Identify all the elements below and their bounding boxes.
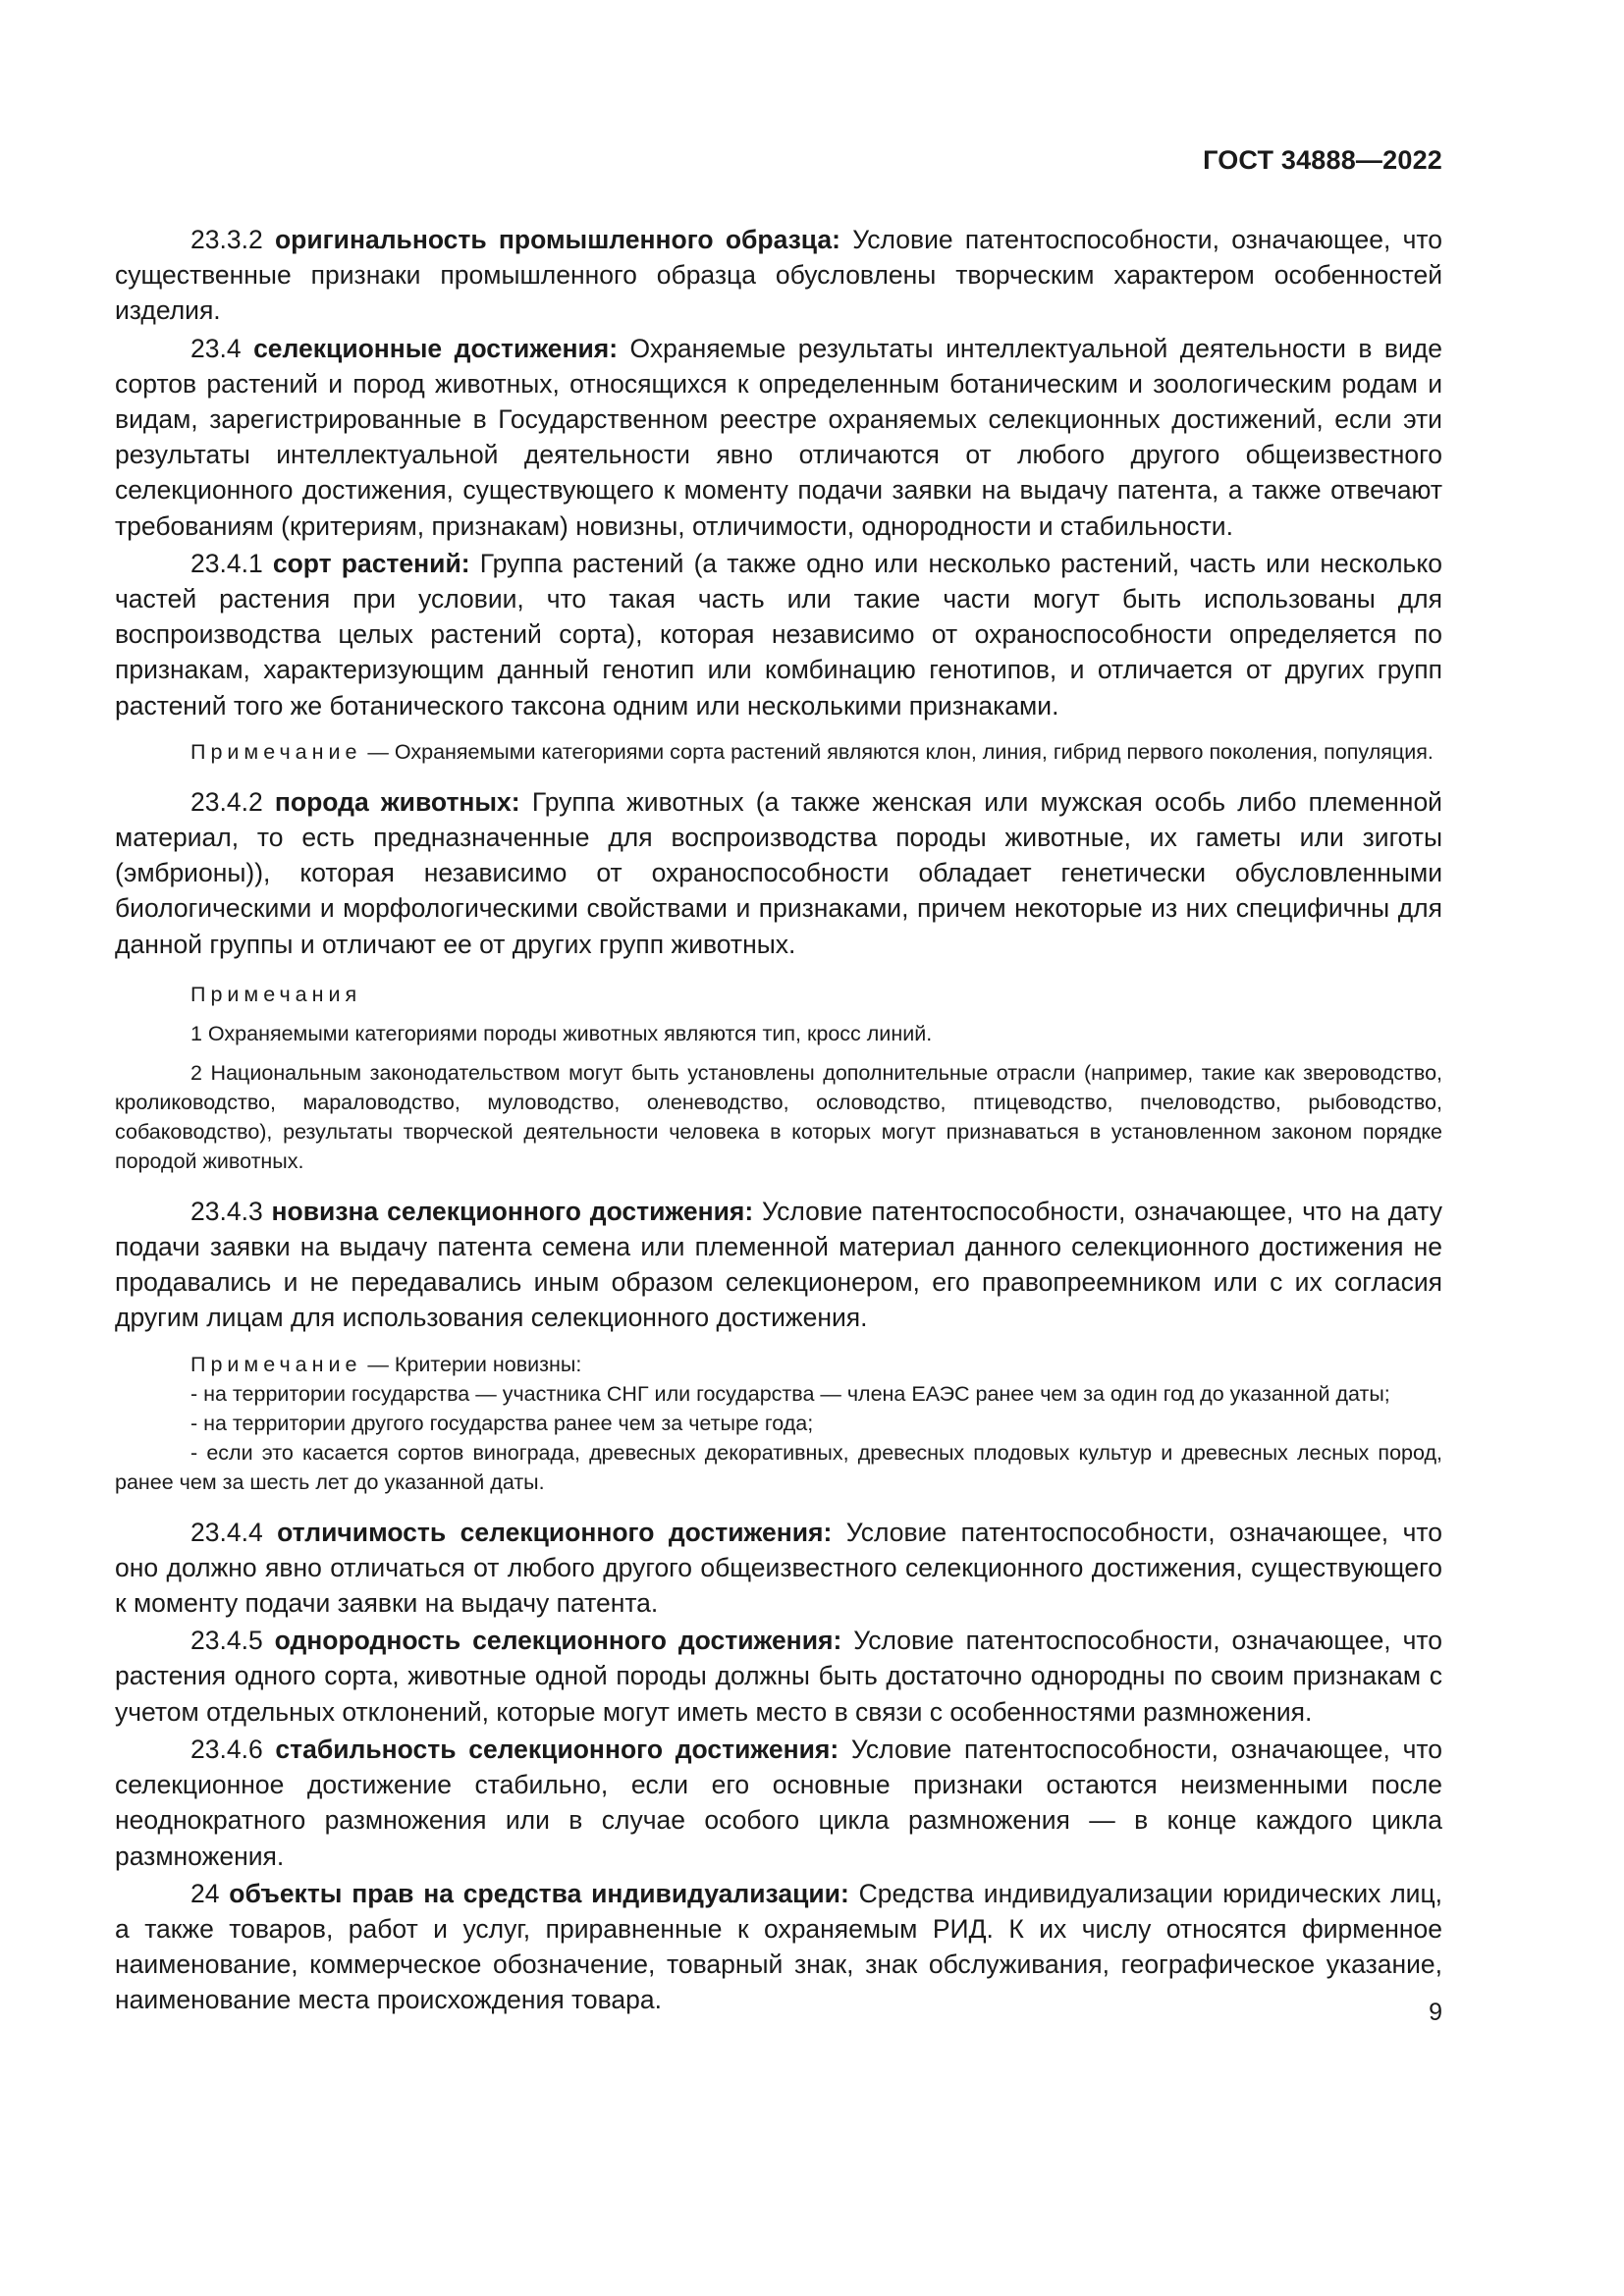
term-23-4-4 <box>115 1515 1442 1622</box>
term-definition: Охраняемые результаты интеллектуальной деятельности в виде сортов растений и пород животных, относящихся к определенным ботаническим и зоологическим родам и видам, зарегистрированные в Государственном реестре охраняемых селекционных достижений, если эти результаты интеллектуальной деятельности явно отличаются от любого другого общеизвестного селекционного достижения, существующего к моменту подачи заявки на выдачу патента, а также отвечают требованиям (критериям, признакам) новизны, отличимости, однородности и стабильности. <box>115 333 1442 541</box>
term-definition: Условие патентоспособности, означающее, что оно должно явно отличаться от любого другого общеизвестного селекционного достижения, существующего к моменту подачи заявки на выдачу патента. <box>115 1517 1442 1619</box>
term-23-4 <box>115 331 1442 544</box>
page-number: 9 <box>1429 1999 1442 2026</box>
note-text: — Охраняемыми категориями сорта растений являются клон, линия, гибрид первого поколения, популяция. <box>361 739 1434 764</box>
novelty-criterion-2: - на территории другого государства ранее чем за четыре года; <box>190 1411 814 1435</box>
term-title: новизна селекционного достижения: <box>271 1196 754 1226</box>
term-23-4-5 <box>115 1623 1442 1730</box>
term-definition: Условие патентоспособности, означающее, что растения одного сорта, животные одной породы должны быть достаточно однородны по своим признакам с учетом отдельных отклонений, которые могут иметь место в связи с особенностями размножения. <box>115 1626 1442 1727</box>
note-item-2: 2 Национальным законодательством могут быть установлены дополнительные отрасли (например, такие как звероводство, кролиководство, мараловодство, муловодство, оленеводство, ословодство, птицеводство, пчеловодство, рыбоводство, собаководство), результаты творческой деятельности человека в которых могут признаваться в установленном законом порядке породой животных. <box>115 1060 1442 1173</box>
term-number: 23.4.2 <box>190 786 263 817</box>
term-definition: Условие патентоспособности, означающее, что существенные признаки промышленного образца обусловлены творческим характером особенностей изделия. <box>115 225 1442 326</box>
term-number: 23.4.3 <box>190 1196 263 1226</box>
notes-label: Примечания <box>190 982 362 1006</box>
term-number: 24 <box>190 1878 220 1908</box>
term-title: объекты прав на средства индивидуализации: <box>229 1878 849 1908</box>
term-24 <box>115 1876 1442 2018</box>
novelty-criterion-1: - на территории государства — участника СНГ или государства — члена ЕАЭС ранее чем за один год до указанной даты; <box>190 1381 1390 1406</box>
term-number: 23.4.4 <box>190 1517 263 1547</box>
term-title: селекционные достижения: <box>253 333 619 363</box>
term-23-4-1 <box>115 546 1442 723</box>
term-title: стабильность селекционного достижения: <box>275 1734 839 1764</box>
note-plant-varieties <box>115 737 1442 767</box>
term-number: 23.3.2 <box>190 225 263 254</box>
term-number: 23.4 <box>190 333 242 363</box>
term-title: сорт растений: <box>272 548 470 578</box>
note-text: — Критерии новизны: <box>361 1352 582 1376</box>
term-number: 23.4.1 <box>190 548 263 578</box>
note-item-1: 1 Охраняемыми категориями породы животных являются тип, кросс линий. <box>190 1021 933 1045</box>
note-label: Примечание <box>190 1352 362 1376</box>
term-title: оригинальность промышленного образца: <box>274 225 840 254</box>
term-23-4-3 <box>115 1194 1442 1336</box>
term-23-4-6 <box>115 1732 1442 1874</box>
term-definition: Группа растений (а также одно или несколько растений, часть или несколько частей растения при условии, что такая часть или такие части могут быть использованы для воспроизводства целых растений сорта), которая независимо от охраноспособности определяется по признакам, характеризующим данный генотип или комбинацию генотипов, и отличается от других групп растений того же ботанического таксона одним или несколькими признаками. <box>115 548 1442 721</box>
document-code-header: ГОСТ 34888—2022 <box>1203 145 1442 175</box>
term-23-3-2 <box>115 222 1442 329</box>
term-23-4-2 <box>115 784 1442 962</box>
note-novelty-criteria <box>115 1350 1442 1379</box>
term-title: порода животных: <box>274 786 520 817</box>
term-definition: Средства индивидуализации юридических лиц, а также товаров, работ и услуг, приравненные к охраняемым РИД. К их числу относятся фирменное наименование, коммерческое обозначение, товарный знак, знак обслуживания, географическое указание, наименование места происхождения товара. <box>115 1878 1443 2015</box>
term-definition: Группа животных (а также женская или мужская особь либо племенной материал, то есть предназначенные для воспроизводства породы животные, их гаметы или зиготы (эмбрионы)), которая независимо от охраноспособности обладает генетически обусловленными биологическими и морфологическими свойствами и признаками, причем некоторые из них специфичны для данной группы и отличают ее от других групп животных. <box>115 786 1442 959</box>
term-title: однородность селекционного достижения: <box>274 1626 842 1656</box>
term-number: 23.4.5 <box>190 1626 263 1656</box>
term-title: отличимость селекционного достижения: <box>277 1517 833 1547</box>
notes-animal-breeds-label <box>115 980 1442 1009</box>
novelty-criterion-3: - если это касается сортов винограда, древесных декоративных, древесных плодовых культур и древесных лесных пород, ранее чем за шесть лет до указанной даты. <box>115 1440 1442 1494</box>
document-body <box>115 222 1442 2020</box>
term-definition: Условие патентоспособности, означающее, что на дату подачи заявки на выдачу патента семена или племенной материал данного селекционного достижения не продавались и не передавались иным образом селекционером, его правопреемником или с их согласия другим лицам для использования селекционного достижения. <box>115 1196 1442 1333</box>
term-definition: Условие патентоспособности, означающее, что селекционное достижение стабильно, если его основные признаки остаются неизменными после неоднократного размножения или в случае особого цикла размножения — в конце каждого цикла размножения. <box>115 1734 1442 1871</box>
note-label: Примечание <box>190 739 362 764</box>
term-number: 23.4.6 <box>190 1734 263 1764</box>
